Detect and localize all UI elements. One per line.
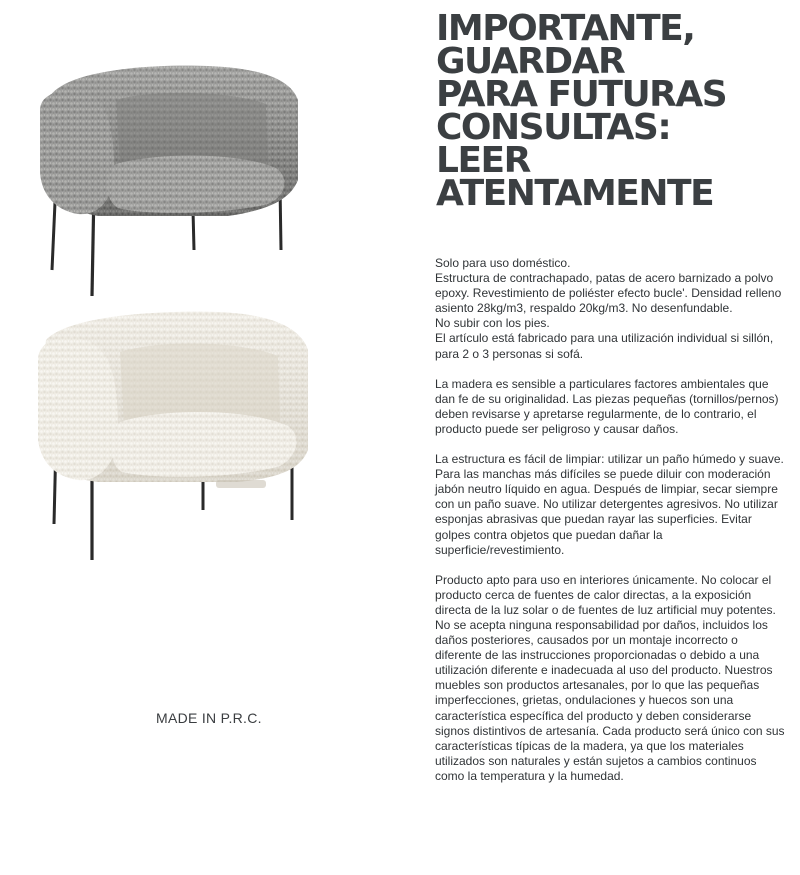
paragraph-line: La madera es sensible a particulares factores ambientales que dan fe de su originalidad. Las piezas pequeñas (tornillos/pernos) deben revisarse y apretarse regularmente, de lo contrario, el producto puede ser peligroso y causar daños. — [435, 376, 779, 436]
paragraph-line: No se acepta ninguna responsabilidad por daños, incluidos los daños posteriores, causados por un montaje incorrecto o diferente de las instrucciones proporcionadas o debido a una utilización diferente e inadecuada al uso del producto. Nuestros muebles son productos artesanales, por lo que las pequeñas imperfecciones, grietas, ondulaciones y huecos son una característica específica del producto y deben considerarse signos distintivos de artesanía. Cada producto será único con sus características típicas de la madera, ya que los materiales utilizados son naturales y están sujetos a cambios continuos como la temperatura y la humedad. — [435, 617, 785, 783]
heading-line: GUARDAR — [436, 41, 625, 82]
important-notice-heading — [436, 8, 786, 214]
heading-line: PARA FUTURAS — [436, 74, 727, 115]
paragraph-line: Solo para uso doméstico. — [435, 256, 571, 270]
cleaning-section — [435, 452, 787, 558]
usage-section — [435, 256, 787, 362]
paragraph-line: Estructura de contrachapado, patas de acero barnizado a polvo epoxy. Revestimiento de poliéster efecto bucle'. Densidad relleno asiento 28kg/m3, respaldo 20kg/m3. No desenfundable. — [435, 271, 782, 316]
heading-line: IMPORTANTE, — [436, 8, 695, 49]
paragraph-line: Producto apto para uso en interiores únicamente. No colocar el producto cerca de fuentes de calor directas, a la exposición directa de la luz solar o de fuentes de luz artificial muy potentes. — [435, 572, 776, 617]
heading-line: ATENTAMENTE — [436, 173, 714, 214]
paragraph-line: El artículo está fabricado para una utilización individual si sillón, para 2 o 3 personas si sofá. — [435, 331, 774, 361]
instructions-text — [435, 256, 787, 799]
wood-care-section — [435, 377, 787, 437]
disclaimer-section — [435, 573, 787, 784]
grey-boucle-armchair-image — [28, 60, 318, 300]
made-in-label: MADE IN P.R.C. — [156, 710, 262, 726]
white-boucle-armchair-image — [28, 310, 318, 565]
heading-line: CONSULTAS: — [436, 107, 671, 148]
heading-line: LEER — [436, 140, 530, 181]
paragraph-line: No subir con los pies. — [435, 316, 550, 331]
paragraph-line: La estructura es fácil de limpiar: utilizar un paño húmedo y suave. Para las manchas más difíciles se puede diluir con moderación jabón neutro líquido en agua. Después de limpiar, secar siempre con un paño suave. No utilizar detergentes agresivos. No utilizar esponjas abrasivas que puedan rayar las superficies. Evitar golpes contra objetos que puedan dañar la superficie/revestimiento. — [435, 452, 784, 557]
